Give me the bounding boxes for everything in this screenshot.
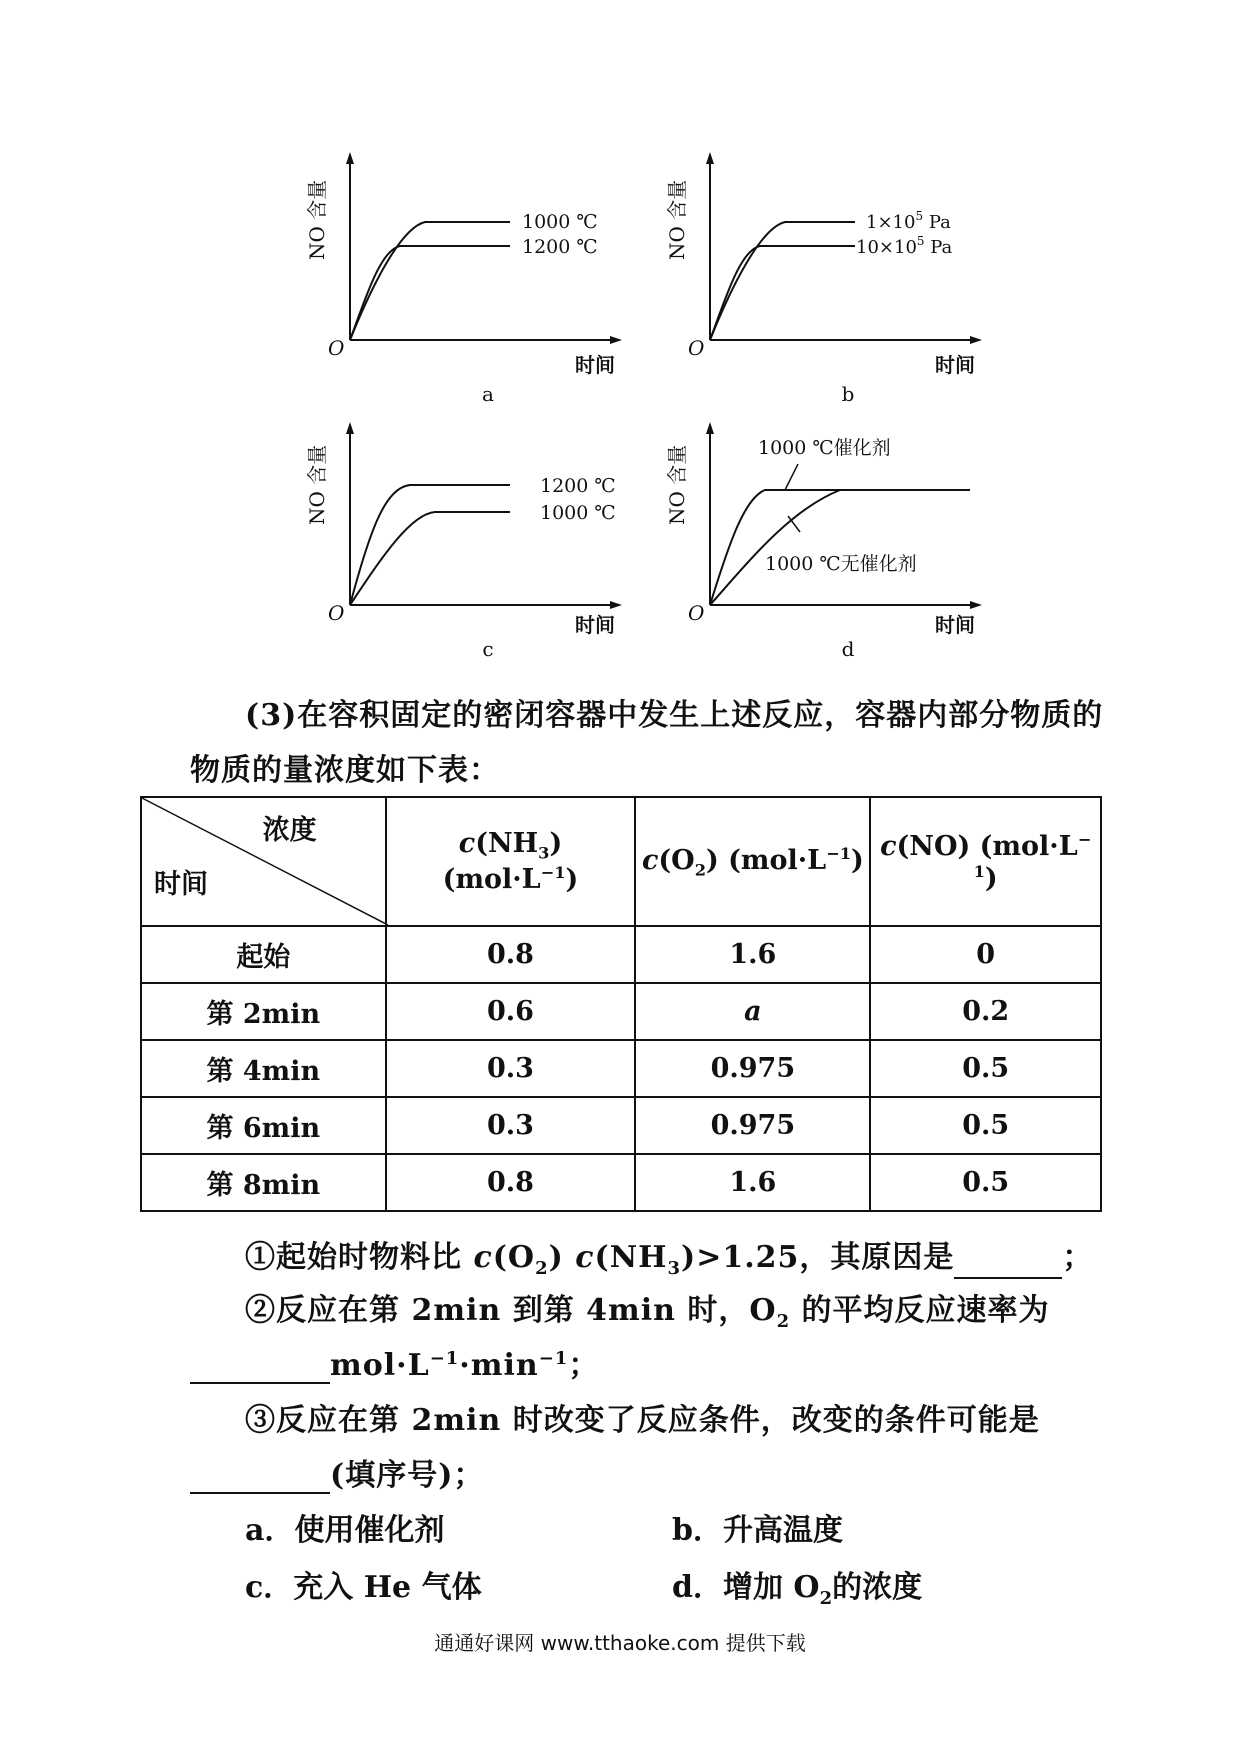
nh3-cell: 0.3: [386, 1097, 636, 1154]
curve-label: 1000 ℃: [540, 502, 616, 524]
graph-caption: b: [841, 382, 855, 406]
header-nh3: $c(NH_3)$ $(mol\cdot L^{-1})$: [386, 797, 636, 926]
time-cell: 第 4min: [141, 1040, 386, 1097]
o2-cell: 0.975: [635, 1040, 870, 1097]
time-cell: 第 2min: [141, 983, 386, 1040]
table-row: [141, 983, 1101, 1040]
time-cell: 第 8min: [141, 1154, 386, 1211]
option-c: c．充入 He 气体: [245, 1570, 482, 1605]
nh3-cell: 0.8: [386, 926, 636, 983]
sub-question-3-line-1: ③反应在第 2min 时改变了反应条件，改变的条件可能是: [245, 1403, 1040, 1438]
table-header-row: [141, 797, 1101, 926]
curve-label: 1000 ℃: [522, 211, 598, 233]
nh3-cell: 0.3: [386, 1040, 636, 1097]
answer-blank[interactable]: [954, 1249, 1062, 1279]
nh3-cell: 0.6: [386, 983, 636, 1040]
nh3-cell: 0.8: [386, 1154, 636, 1211]
header-o2: $c(O_2)$ $(mol\cdot L^{-1})$: [635, 797, 870, 926]
time-cell: 第 6min: [141, 1097, 386, 1154]
x-axis-label: 时间: [935, 613, 975, 637]
origin-label: O: [688, 601, 705, 625]
x-axis-label: 时间: [935, 353, 975, 377]
graph-caption: c: [482, 637, 494, 661]
curve-label: 1000 ℃无催化剂: [765, 553, 917, 575]
origin-label: O: [688, 336, 705, 360]
y-axis-label: NO 含量: [665, 179, 689, 260]
table-row: [141, 1040, 1101, 1097]
option-b: b．升高温度: [672, 1513, 843, 1548]
sub-question-2-line-2: $mol\cdot L^{-1}\cdot\min^{-1}$；: [190, 1340, 599, 1384]
graph-caption: d: [841, 637, 855, 661]
footer-source: 通通好课网 www.tthaoke.com 提供下载: [434, 1631, 806, 1655]
graph-c: [305, 420, 640, 640]
graph-b: [665, 150, 1000, 395]
graph-caption: a: [482, 382, 494, 406]
table-corner-cell: [141, 797, 386, 926]
y-axis-label: NO 含量: [665, 444, 689, 525]
table-row: [141, 1154, 1101, 1211]
curve-label: 1200 ℃: [540, 475, 616, 497]
graph-d: [665, 420, 1000, 640]
option-a: a．使用催化剂: [245, 1513, 445, 1548]
curve-label: 1000 ℃催化剂: [758, 437, 891, 459]
o2-cell: a: [635, 983, 870, 1040]
answer-blank[interactable]: [190, 1354, 330, 1384]
o2-cell: 1.6: [635, 1154, 870, 1211]
graph-a: [305, 150, 640, 395]
curve-label: $1\times 10^5$ Pa: [866, 209, 951, 233]
no-cell: 0.5: [870, 1097, 1101, 1154]
origin-label: O: [328, 336, 345, 360]
o2-cell: 1.6: [635, 926, 870, 983]
no-cell: 0.2: [870, 983, 1101, 1040]
no-cell: 0: [870, 926, 1101, 983]
x-axis-label: 时间: [575, 613, 615, 637]
answer-blank[interactable]: [190, 1464, 330, 1494]
sub-question-1: ①起始时物料比 $c(O_2)$ $c(NH_3)>1.25$，其原因是 ；: [245, 1240, 1094, 1279]
curve-label: 1200 ℃: [522, 236, 598, 258]
option-d: d．增加 $O_2$的浓度: [672, 1570, 923, 1609]
corner-bottom-label: 时间: [154, 869, 208, 900]
sub-question-3-line-2: (填序号)；: [190, 1450, 484, 1494]
curve-label: $10\times 10^5$ Pa: [856, 234, 953, 258]
no-cell: 0.5: [870, 1040, 1101, 1097]
table-row: [141, 926, 1101, 983]
question-3-line-2: 物质的量浓度如下表：: [190, 753, 500, 788]
sub-question-2-line-1: ②反应在第 2min 到第 4min 时，$O_2$ 的平均反应速率为: [245, 1293, 1050, 1332]
time-cell: 起始: [141, 926, 386, 983]
o2-cell: 0.975: [635, 1097, 870, 1154]
origin-label: O: [328, 601, 345, 625]
table-row: [141, 1097, 1101, 1154]
y-axis-label: NO 含量: [305, 179, 329, 260]
corner-top-label: 浓度: [262, 815, 317, 846]
question-3-line-1: (3)在容积固定的密闭容器中发生上述反应，容器内部分物质的: [245, 698, 1104, 733]
x-axis-label: 时间: [575, 353, 615, 377]
header-no: c(NO) (mol·L− $^1$): [870, 797, 1101, 926]
y-axis-label: NO 含量: [305, 444, 329, 525]
concentration-table: [140, 796, 1102, 1212]
no-cell: 0.5: [870, 1154, 1101, 1211]
